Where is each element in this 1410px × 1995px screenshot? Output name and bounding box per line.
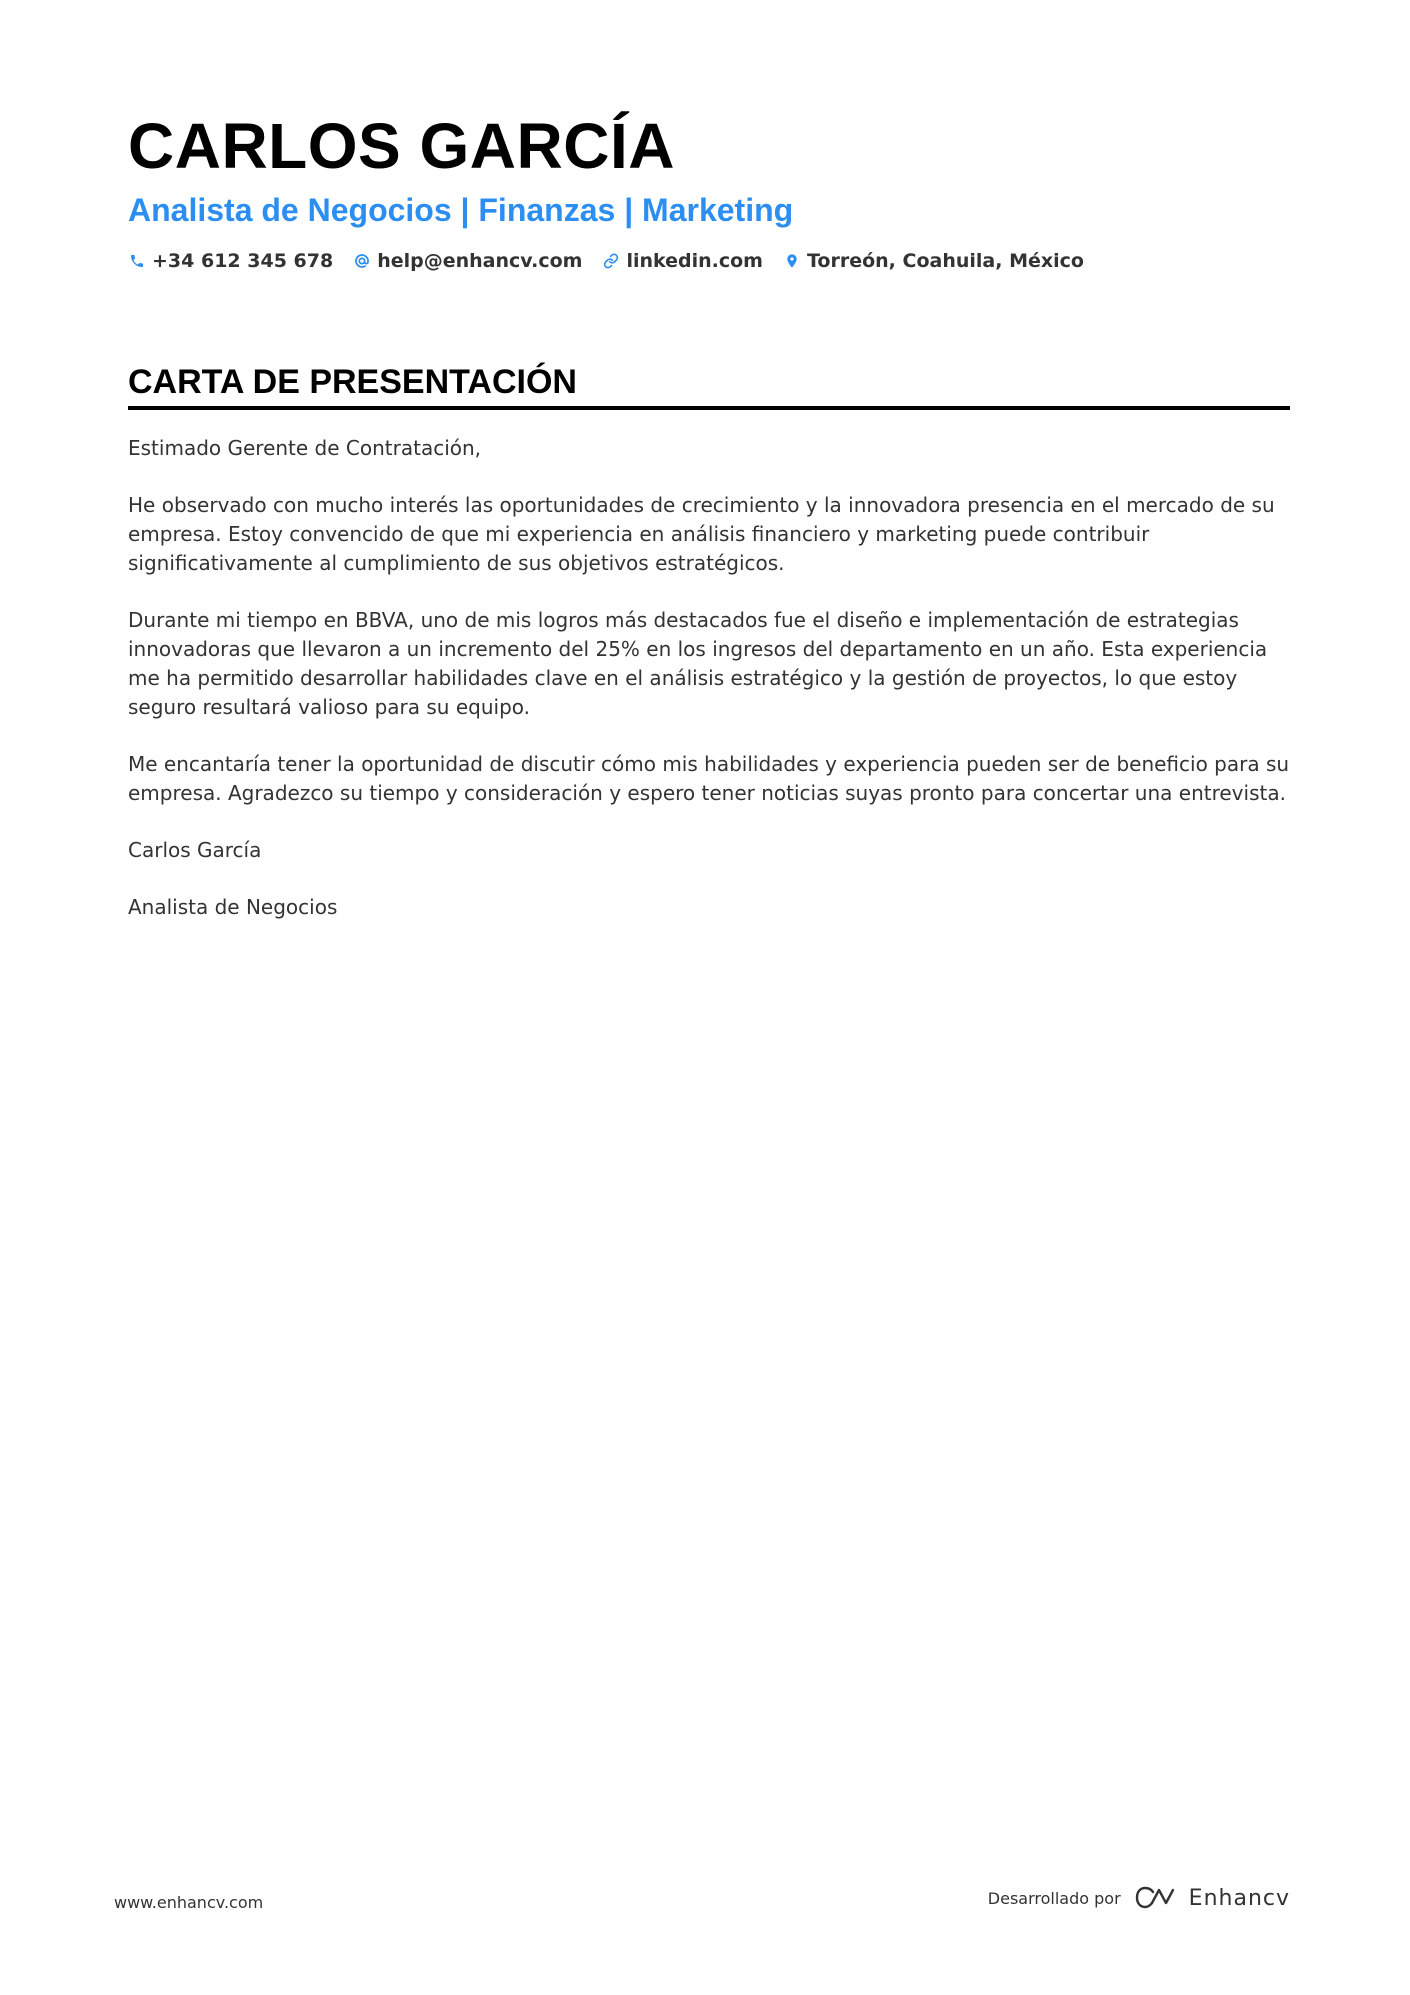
link-icon <box>602 252 620 270</box>
letter-paragraph: Durante mi tiempo en BBVA, uno de mis logros más destacados fue el diseño e implementación de estrategias innovadoras que llevaron a un incremento del 25% en los ingresos del departamento en un año. Esta experiencia me ha permitido desarrollar habilidades clave en el análisis estratégico y la gestión de proyectos, lo que estoy seguro resultará valioso para su equipo. <box>128 608 1268 719</box>
footer-website[interactable]: www.enhancv.com <box>114 1893 264 1912</box>
enhancv-logo-icon <box>1133 1884 1179 1912</box>
letter-greeting: Estimado Gerente de Contratación, <box>128 436 482 460</box>
contact-bar <box>128 250 1288 272</box>
cover-letter-section <box>128 362 1290 950</box>
contact-location <box>783 250 1084 272</box>
contact-linkedin <box>602 250 763 272</box>
contact-phone <box>128 250 333 272</box>
email-text[interactable]: help@enhancv.com <box>377 250 583 272</box>
contact-email <box>353 250 582 272</box>
signature-title: Analista de Negocios <box>128 895 338 919</box>
applicant-name: CARLOS GARCÍA <box>128 110 675 182</box>
location-pin-icon <box>783 252 801 270</box>
powered-by-label: Desarrollado por <box>987 1888 1121 1908</box>
signature-name: Carlos García <box>128 838 262 862</box>
letter-body <box>128 434 1290 922</box>
section-title: CARTA DE PRESENTACIÓN <box>128 362 1290 410</box>
letter-paragraph: Me encantaría tener la oportunidad de discutir cómo mis habilidades y experiencia pueden ser de beneficio para su empresa. Agradezco su tiempo y consideración y espero tener noticias suyas pronto para concertar una entrevista. <box>128 752 1290 805</box>
at-icon <box>353 252 371 270</box>
headline: Analista de Negocios | Finanzas | Marketing <box>128 192 794 228</box>
header <box>128 108 1288 272</box>
footer-branding <box>988 1884 1290 1912</box>
location-text: Torreón, Coahuila, México <box>806 250 1084 272</box>
linkedin-text[interactable]: linkedin.com <box>626 250 763 272</box>
letter-paragraph: He observado con mucho interés las oportunidades de crecimiento y la innovadora presencia en el mercado de su empresa. Estoy convencido de que mi experiencia en análisis financiero y marketing puede contribuir significativamente al cumplimiento de sus objetivos estratégicos. <box>128 493 1275 575</box>
phone-icon <box>128 252 146 270</box>
enhancv-logo-text: Enhancv <box>1188 1885 1290 1911</box>
phone-text[interactable]: +34 612 345 678 <box>152 250 334 272</box>
